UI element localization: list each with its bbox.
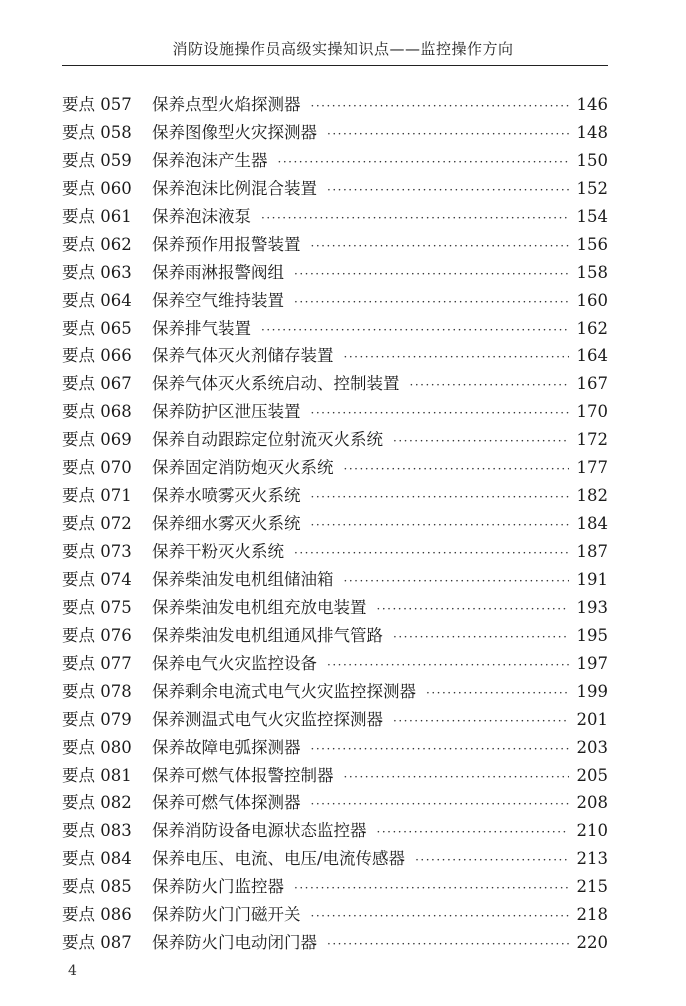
toc-entry[interactable] bbox=[62, 566, 608, 594]
toc-dot-leader bbox=[327, 658, 569, 672]
toc-entry-title: 保养干粉灭火系统 bbox=[152, 542, 284, 561]
toc-entry-code: 要点 083 bbox=[62, 821, 132, 841]
toc-dot-leader bbox=[311, 239, 569, 253]
toc-entry[interactable] bbox=[62, 762, 608, 790]
toc-entry-code: 要点 084 bbox=[62, 849, 132, 869]
toc-entry-page: 146 bbox=[576, 95, 608, 114]
toc-dot-leader bbox=[344, 574, 569, 588]
toc-dot-leader bbox=[393, 434, 569, 448]
toc-entry-code: 要点 068 bbox=[62, 402, 132, 422]
toc-entry-code: 要点 078 bbox=[62, 681, 132, 701]
toc-entry-title: 保养泡沫产生器 bbox=[152, 150, 268, 170]
toc-entry-code: 要点 085 bbox=[62, 877, 132, 897]
toc-entry-title: 保养柴油发电机组充放电装置 bbox=[152, 597, 367, 617]
toc-entry-page: 203 bbox=[576, 737, 608, 757]
toc-dot-leader bbox=[344, 770, 569, 784]
toc-dot-leader bbox=[426, 686, 569, 700]
toc-dot-leader bbox=[327, 183, 569, 197]
toc-entry-title: 保养气体灭火剂储存装置 bbox=[152, 346, 334, 366]
toc-entry-title: 保养消防设备电源状态监控器 bbox=[152, 821, 367, 841]
toc-entry-title: 保养电气火灾监控设备 bbox=[152, 653, 317, 673]
toc-entry-page: 177 bbox=[576, 458, 608, 478]
toc-entry-page: 208 bbox=[576, 793, 608, 813]
toc-entry-title: 保养可燃气体探测器 bbox=[152, 793, 301, 813]
toc-entry-page: 182 bbox=[576, 486, 608, 506]
toc-entry[interactable] bbox=[62, 454, 608, 482]
toc-dot-leader bbox=[311, 490, 569, 504]
toc-entry[interactable] bbox=[62, 845, 608, 873]
toc-entry-title: 保养可燃气体报警控制器 bbox=[152, 765, 334, 785]
toc-entry-title: 保养雨淋报警阀组 bbox=[152, 262, 284, 282]
toc-entry-code: 要点 079 bbox=[62, 709, 132, 729]
toc-entry[interactable] bbox=[62, 538, 608, 566]
toc-entry-code: 要点 076 bbox=[62, 625, 132, 645]
toc-entry[interactable] bbox=[62, 119, 608, 147]
toc-entry-page: 218 bbox=[576, 905, 608, 925]
toc-entry[interactable] bbox=[62, 426, 608, 454]
toc-entry-title: 保养预作用报警装置 bbox=[152, 234, 301, 254]
toc-entry[interactable] bbox=[62, 342, 608, 370]
toc-entry-title: 保养柴油发电机组储油箱 bbox=[152, 569, 334, 589]
toc-entry-title: 保养防火门电动闭门器 bbox=[152, 933, 317, 953]
toc-entry-title: 保养测温式电气火灾监控探测器 bbox=[152, 709, 383, 729]
toc-dot-leader bbox=[344, 462, 569, 476]
toc-entry-title: 保养气体灭火系统启动、控制装置 bbox=[152, 374, 400, 394]
toc-entry-title: 保养水喷雾灭火系统 bbox=[152, 486, 301, 506]
toc-dot-leader bbox=[278, 155, 569, 169]
toc-entry-title: 保养防火门监控器 bbox=[152, 877, 284, 897]
toc-entry-title: 保养细水雾灭火系统 bbox=[152, 514, 301, 534]
toc-entry-title: 保养点型火焰探测器 bbox=[152, 95, 301, 114]
toc-dot-leader bbox=[393, 630, 569, 644]
toc-entry-page: 154 bbox=[576, 206, 608, 226]
toc-entry-code: 要点 082 bbox=[62, 793, 132, 813]
toc-entry[interactable] bbox=[62, 231, 608, 259]
toc-dot-leader bbox=[311, 518, 569, 532]
toc-dot-leader bbox=[393, 714, 569, 728]
toc-entry-code: 要点 070 bbox=[62, 458, 132, 478]
toc-entry[interactable] bbox=[62, 594, 608, 622]
toc-entry-code: 要点 062 bbox=[62, 234, 132, 254]
toc-entry-page: 172 bbox=[576, 430, 608, 450]
toc-entry[interactable] bbox=[62, 622, 608, 650]
toc-entry-page: 184 bbox=[576, 514, 608, 534]
toc-entry-page: 205 bbox=[576, 765, 608, 785]
toc-entry[interactable] bbox=[62, 929, 608, 957]
toc-entry-page: 199 bbox=[576, 681, 608, 701]
toc-entry-code: 要点 064 bbox=[62, 290, 132, 310]
toc-entry[interactable] bbox=[62, 259, 608, 287]
toc-entry[interactable] bbox=[62, 175, 608, 203]
toc-entry-title: 保养泡沫比例混合装置 bbox=[152, 178, 317, 198]
toc-entry-title: 保养柴油发电机组通风排气管路 bbox=[152, 625, 383, 645]
toc-entry-code: 要点 072 bbox=[62, 514, 132, 534]
toc-entry-title: 保养排气装置 bbox=[152, 318, 251, 338]
toc-dot-leader bbox=[415, 853, 568, 867]
toc-dot-leader bbox=[294, 267, 569, 281]
toc-entry-code: 要点 060 bbox=[62, 178, 132, 198]
toc-entry[interactable] bbox=[62, 706, 608, 734]
toc-entry-page: 160 bbox=[576, 290, 608, 310]
toc-entry-title: 保养图像型火灾探测器 bbox=[152, 122, 317, 142]
toc-entry[interactable] bbox=[62, 650, 608, 678]
toc-entry-title: 保养电压、电流、电压/电流传感器 bbox=[152, 849, 406, 869]
toc-entry[interactable] bbox=[62, 873, 608, 901]
toc-entry[interactable] bbox=[62, 678, 608, 706]
toc-entry[interactable] bbox=[62, 901, 608, 929]
toc-entry-page: 195 bbox=[576, 625, 608, 645]
toc-entry-page: 197 bbox=[576, 653, 608, 673]
toc-entry-title: 保养泡沫液泵 bbox=[152, 206, 251, 226]
toc-entry-code: 要点 066 bbox=[62, 346, 132, 366]
toc-entry-code: 要点 086 bbox=[62, 905, 132, 925]
toc-entry-page: 158 bbox=[576, 262, 608, 282]
toc-dot-leader bbox=[410, 378, 569, 392]
toc-entry-page: 152 bbox=[576, 178, 608, 198]
toc-entry-page: 213 bbox=[576, 849, 608, 869]
toc-entry-title: 保养防火门门磁开关 bbox=[152, 905, 301, 925]
toc-entry-page: 191 bbox=[576, 569, 608, 589]
toc-dot-leader bbox=[261, 323, 569, 337]
toc-dot-leader bbox=[294, 546, 569, 560]
toc-entry-title: 保养自动跟踪定位射流灭火系统 bbox=[152, 430, 383, 450]
toc-dot-leader bbox=[311, 909, 569, 923]
toc-entry-page: 167 bbox=[576, 374, 608, 394]
toc-dot-leader bbox=[377, 825, 569, 839]
toc-dot-leader bbox=[311, 99, 569, 113]
toc-entry-code: 要点 063 bbox=[62, 262, 132, 282]
toc-entry-code: 要点 065 bbox=[62, 318, 132, 338]
toc-entry[interactable] bbox=[62, 203, 608, 231]
toc-entry-page: 187 bbox=[576, 542, 608, 561]
toc-dot-leader bbox=[294, 295, 569, 309]
toc-entry-page: 220 bbox=[576, 933, 608, 953]
toc-entry[interactable] bbox=[62, 287, 608, 315]
toc-entry-code: 要点 077 bbox=[62, 653, 132, 673]
toc-dot-leader bbox=[344, 350, 569, 364]
toc-entry-code: 要点 061 bbox=[62, 206, 132, 226]
toc-dot-leader bbox=[294, 881, 569, 895]
toc-dot-leader bbox=[327, 127, 569, 141]
toc-entry[interactable] bbox=[62, 91, 608, 119]
toc-dot-leader bbox=[327, 937, 569, 951]
toc-entry-title: 保养剩余电流式电气火灾监控探测器 bbox=[152, 681, 416, 701]
toc-entry[interactable] bbox=[62, 789, 608, 817]
toc-entry-code: 要点 057 bbox=[62, 95, 132, 114]
toc-entry-title: 保养防护区泄压装置 bbox=[152, 402, 301, 422]
toc-entry-code: 要点 081 bbox=[62, 765, 132, 785]
toc-dot-leader bbox=[311, 797, 569, 811]
toc-entry-code: 要点 074 bbox=[62, 569, 132, 589]
toc-entry-code: 要点 073 bbox=[62, 542, 132, 561]
toc-entry-code: 要点 058 bbox=[62, 122, 132, 142]
toc-entry-code: 要点 067 bbox=[62, 374, 132, 394]
toc-entry-page: 201 bbox=[576, 709, 608, 729]
toc-entry-code: 要点 071 bbox=[62, 486, 132, 506]
toc-entry[interactable] bbox=[62, 734, 608, 762]
toc-entry-title: 保养故障电弧探测器 bbox=[152, 737, 301, 757]
toc-entry-title: 保养空气维持装置 bbox=[152, 290, 284, 310]
table-of-contents bbox=[62, 91, 608, 957]
toc-entry-page: 156 bbox=[576, 234, 608, 254]
toc-entry[interactable] bbox=[62, 510, 608, 538]
toc-entry[interactable] bbox=[62, 817, 608, 845]
toc-entry-title: 保养固定消防炮灭火系统 bbox=[152, 458, 334, 478]
toc-entry[interactable] bbox=[62, 147, 608, 175]
toc-entry-page: 210 bbox=[576, 821, 608, 841]
toc-entry-page: 148 bbox=[576, 122, 608, 142]
toc-dot-leader bbox=[261, 211, 569, 225]
toc-entry-page: 164 bbox=[576, 346, 608, 366]
toc-entry[interactable] bbox=[62, 370, 608, 398]
toc-entry-page: 193 bbox=[576, 597, 608, 617]
toc-entry-page: 215 bbox=[576, 877, 608, 897]
toc-entry-page: 162 bbox=[576, 318, 608, 338]
header-rule bbox=[62, 65, 608, 66]
toc-entry[interactable] bbox=[62, 398, 608, 426]
running-header: 消防设施操作员高级实操知识点——监控操作方向 bbox=[172, 40, 514, 58]
toc-dot-leader bbox=[311, 742, 569, 756]
toc-entry-page: 170 bbox=[576, 402, 608, 422]
toc-entry-code: 要点 059 bbox=[62, 150, 132, 170]
toc-entry[interactable] bbox=[62, 315, 608, 343]
toc-entry-page: 150 bbox=[576, 150, 608, 170]
page-number: 4 bbox=[68, 963, 77, 979]
toc-entry-code: 要点 080 bbox=[62, 737, 132, 757]
toc-entry[interactable] bbox=[62, 482, 608, 510]
toc-entry-code: 要点 069 bbox=[62, 430, 132, 450]
toc-dot-leader bbox=[311, 406, 569, 420]
toc-entry-code: 要点 087 bbox=[62, 933, 132, 953]
toc-entry-code: 要点 075 bbox=[62, 597, 132, 617]
toc-dot-leader bbox=[377, 602, 569, 616]
